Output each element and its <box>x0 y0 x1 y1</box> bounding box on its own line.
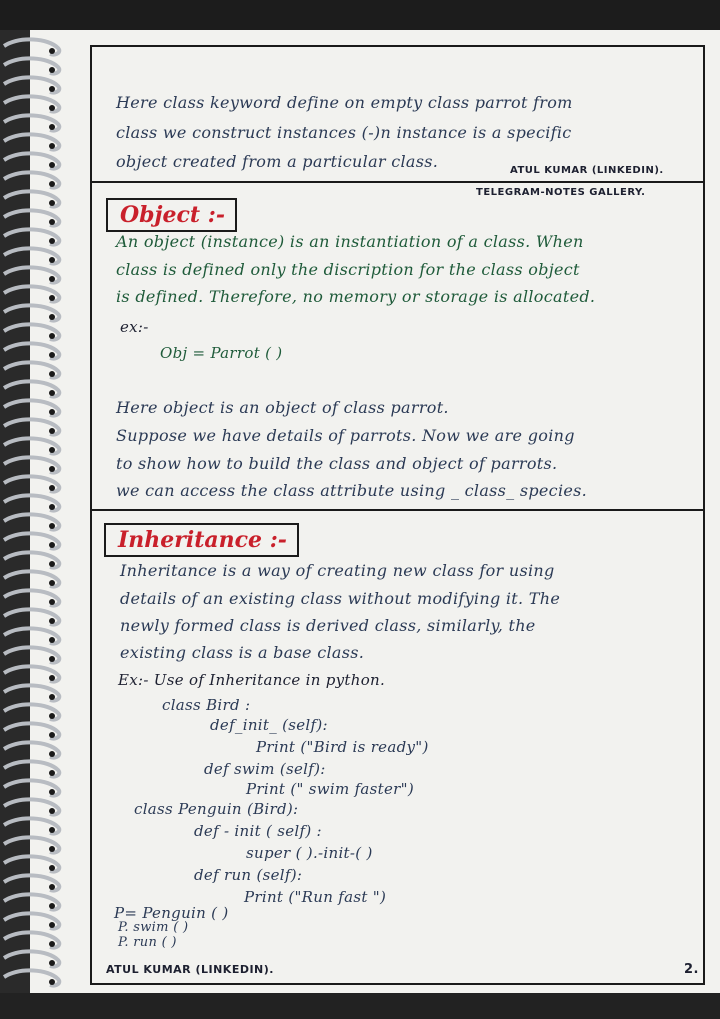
inheritance-line-3: newly formed class is derived class, similarly, the <box>120 616 536 635</box>
credit-linkedin: ATUL KUMAR (LINKEDIN). <box>510 165 664 176</box>
spiral-hole <box>49 599 55 605</box>
section-divider-1 <box>90 181 705 183</box>
spiral-hole <box>49 960 55 966</box>
intro-line-3: object created from a particular class. <box>116 152 439 171</box>
spiral-hole <box>49 48 55 54</box>
spiral-hole <box>49 67 55 73</box>
spiral-hole <box>49 219 55 225</box>
page-number: 2. <box>684 962 699 977</box>
spiral-hole <box>49 276 55 282</box>
intro-line-2: class we construct instances (-)n instance is a specific <box>116 123 572 142</box>
code-line-def-init-2: def - init ( self) : <box>194 822 322 840</box>
inheritance-line-4: existing class is a base class. <box>120 643 365 662</box>
code-line-def-run: def run (self): <box>194 866 303 884</box>
spiral-hole <box>49 827 55 833</box>
spiral-hole <box>49 656 55 662</box>
spiral-hole <box>49 124 55 130</box>
inheritance-line-1: Inheritance is a way of creating new class for using <box>120 561 555 580</box>
spiral-hole <box>49 238 55 244</box>
spiral-hole <box>49 352 55 358</box>
object-heading-text: Object :- <box>120 202 225 228</box>
code-line-penguin-instance: P= Penguin ( ) <box>114 904 229 922</box>
spiral-hole <box>49 105 55 111</box>
code-line-print-ready: Print ("Bird is ready") <box>256 738 429 756</box>
spiral-hole <box>49 295 55 301</box>
spiral-binding <box>0 30 70 993</box>
spiral-hole <box>49 979 55 985</box>
photo-background-bottom <box>0 993 720 1019</box>
page-border <box>90 45 705 985</box>
spiral-hole <box>49 865 55 871</box>
object-example-code: Obj = Parrot ( ) <box>160 344 283 362</box>
spiral-hole <box>49 770 55 776</box>
spiral-hole <box>49 846 55 852</box>
photo-background-top <box>0 0 720 30</box>
object-heading <box>106 198 237 232</box>
credit-telegram: TELEGRAM-NOTES GALLERY. <box>476 187 646 198</box>
spiral-hole <box>49 561 55 567</box>
spiral-hole <box>49 523 55 529</box>
section-divider-2 <box>90 509 705 511</box>
spiral-hole <box>49 751 55 757</box>
spiral-hole <box>49 333 55 339</box>
spiral-hole <box>49 694 55 700</box>
spiral-hole <box>49 675 55 681</box>
intro-line-1: Here class keyword define on empty class parrot from <box>116 93 573 112</box>
spiral-hole <box>49 371 55 377</box>
spiral-hole <box>49 447 55 453</box>
object-line-2: class is defined only the discription for the class object <box>116 260 580 279</box>
code-line-super: super ( ).-init-( ) <box>246 844 373 862</box>
inheritance-heading <box>104 523 299 557</box>
footer-author: ATUL KUMAR (LINKEDIN). <box>106 963 274 976</box>
code-line-print-run: Print ("Run fast ") <box>244 888 387 906</box>
spiral-hole <box>49 485 55 491</box>
spiral-hole <box>49 808 55 814</box>
code-line-class-penguin: class Penguin (Bird): <box>134 800 299 818</box>
object-example-label: ex:- <box>120 318 149 336</box>
spiral-hole <box>49 580 55 586</box>
spiral-hole <box>49 200 55 206</box>
spiral-hole <box>49 390 55 396</box>
code-line-swim-call: P. swim ( ) <box>118 920 189 935</box>
spiral-hole <box>49 257 55 263</box>
spiral-hole <box>49 181 55 187</box>
spiral-hole <box>49 86 55 92</box>
object-detail-line-4: we can access the class attribute using _ class_ species. <box>116 481 588 500</box>
object-line-1: An object (instance) is an instantiation of a class. When <box>116 232 584 251</box>
inheritance-heading-text: Inheritance :- <box>118 527 287 553</box>
inheritance-line-2: details of an existing class without modifying it. The <box>120 589 561 608</box>
spiral-hole <box>49 789 55 795</box>
spiral-hole <box>49 143 55 149</box>
spiral-hole <box>49 466 55 472</box>
object-line-3: is defined. Therefore, no memory or storage is allocated. <box>116 287 596 306</box>
spiral-hole <box>49 941 55 947</box>
spiral-hole <box>49 618 55 624</box>
code-line-class-bird: class Bird : <box>162 696 251 714</box>
inheritance-example-line: Ex:- Use of Inheritance in python. <box>118 671 386 689</box>
spiral-hole <box>49 903 55 909</box>
spiral-hole <box>49 922 55 928</box>
spiral-hole <box>49 409 55 415</box>
spiral-hole <box>49 162 55 168</box>
code-line-def-swim: def swim (self): <box>204 760 326 778</box>
code-line-print-swim: Print (" swim faster") <box>246 780 414 798</box>
spiral-hole <box>49 504 55 510</box>
spiral-hole <box>49 637 55 643</box>
spiral-hole <box>49 428 55 434</box>
object-detail-line-3: to show how to build the class and object of parrots. <box>116 454 558 473</box>
object-detail-line-2: Suppose we have details of parrots. Now we are going <box>116 426 575 445</box>
spiral-hole <box>49 713 55 719</box>
spiral-hole <box>49 732 55 738</box>
code-line-run-call: P. run ( ) <box>118 935 177 950</box>
spiral-hole <box>49 314 55 320</box>
code-line-def-init: def_init_ (self): <box>210 716 328 734</box>
object-detail-line-1: Here object is an object of class parrot. <box>116 398 449 417</box>
spiral-hole <box>49 542 55 548</box>
spiral-hole <box>49 884 55 890</box>
